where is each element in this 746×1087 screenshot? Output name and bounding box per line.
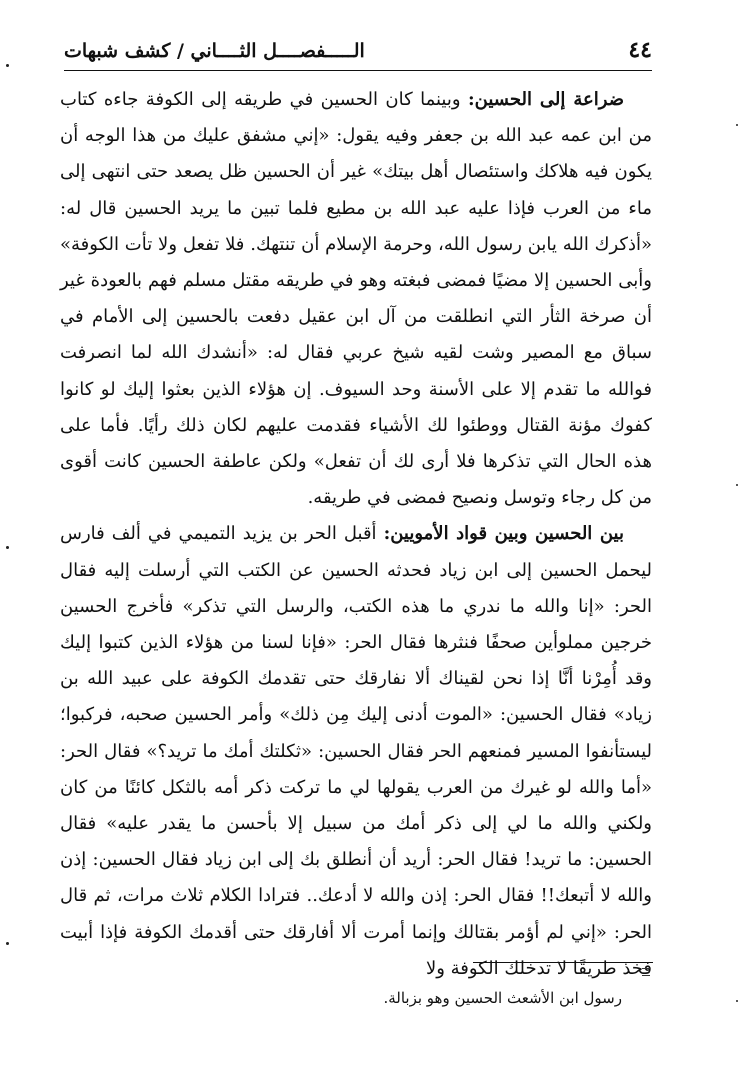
page-number: ٤٤ bbox=[628, 37, 652, 63]
chapter-title: الـــــفصــــل الثــــاني / كشف شبهات bbox=[64, 40, 365, 62]
running-header bbox=[64, 32, 652, 72]
scan-speck bbox=[6, 546, 9, 549]
footnote-text: رسول ابن الأشعث الحسين وهو بزبالة. bbox=[383, 989, 622, 1007]
paragraph-text: وبينما كان الحسين في طريقه إلى الكوفة جاءه كتاب من ابن عمه عبد الله بن جعفر وفيه يقول: «إني مشفق عليك من هذا الوجه أن يكون فيه هلاكك واستئصال أهل بيتك» غير أن الحسين ظل يصعد حتى انتهى إلى ماء من العرب فإذا عليه عبد الله بن مطيع فلما تبين ما يريد الحسين قال له: «أذكرك الله يابن رسول الله، وحرمة الإسلام أن تنتهك. فلا تفعل ولا تأت الكوفة» وأبى الحسين إلا مضيًا فمضى فبغته وهو في طريقه مقتل مسلم فهم بالعودة غير أن صرخة الثأر التي انطلقت من آل ابن عقيل دفعت بالحسين إلى الأمام في سباق مع المصير وشت لقيه شيخ عربي فقال له: «أنشدك الله لما انصرفت فوالله ما تقدم إلا على الأسنة وحد السيوف. إن هؤلاء الذين بعثوا إليك لو كانوا كفوك مؤنة القتال ووطئوا لك الأشياء فقدمت عليهم لكان ذلك رأيًا. فأما على هذه الحال التي تذكرها فلا أرى لك أن تفعل» ولكن عاطفة الحسين كانت أقوى من كل رجاء وتوسل ونصيح فمضى في طريقه. bbox=[60, 89, 652, 509]
paragraph-heading: ضراعة إلى الحسين: bbox=[468, 89, 624, 110]
header-rule bbox=[64, 70, 652, 71]
footnote-mark bbox=[642, 968, 650, 976]
paragraph bbox=[60, 82, 652, 516]
scan-speck bbox=[736, 124, 738, 126]
paragraph-text: أقبل الحر بن يزيد التميمي في ألف فارس ليحمل الحسين إلى ابن زياد فحدثه الحسين عن الكتب التي أرسلت إليه فقال الحر: «إنا والله ما ندري ما هذه الكتب، والرسل التي تذكر» فأخرج الحسين خرجين مملوأين صحفًا فنثرها فقال الحر: «فإنا لسنا من هؤلاء الذين كتبوا إليك وقد أُمِرْنا أنَّا إذا نحن لقيناك ألا نفارقك حتى تقدمك الكوفة على عبيد الله بن زياد» فقال الحسين: «الموت أدنى إليك مِن ذلك» وأمر الحسين صحبه، فركبوا؛ ليستأنفوا المسير فمنعهم الحر فقال الحسين: «ثكلتك أمك ما تريد؟» فقال الحر: «أما والله لو غيرك من العرب يقولها لي ما تركت ذكر أمه بالثكل كائنًا من كان ولكني والله ما لي إلى ذكر أمك من سبيل إلا بأحسن ما يقدر عليه» فقال الحسين: ما تريد! فقال الحر: أريد أن أنطلق بك إلى ابن زياد فقال الحسين: إذن والله لا أتبعك!! فقال الحر: إذن والله لا أدعك.. فترادا الكلام ثلاث مرات، ثم قال الحر: «إني لم أؤمر بقتالك وإنما أمرت ألا أفارقك حتى أقدمك الكوفة فإذا أبيت فخذ طريقًا لا تدخلك الكوفة ولا bbox=[60, 523, 652, 979]
footnote-rule bbox=[473, 962, 653, 963]
scan-speck bbox=[6, 942, 9, 945]
body-text bbox=[60, 82, 652, 987]
scan-speck bbox=[736, 1000, 738, 1002]
paragraph bbox=[60, 516, 652, 987]
scan-speck bbox=[6, 64, 9, 67]
paragraph-heading: بين الحسين وبين قواد الأمويين: bbox=[383, 523, 625, 545]
scan-speck bbox=[736, 484, 738, 486]
footnote bbox=[60, 984, 652, 1012]
